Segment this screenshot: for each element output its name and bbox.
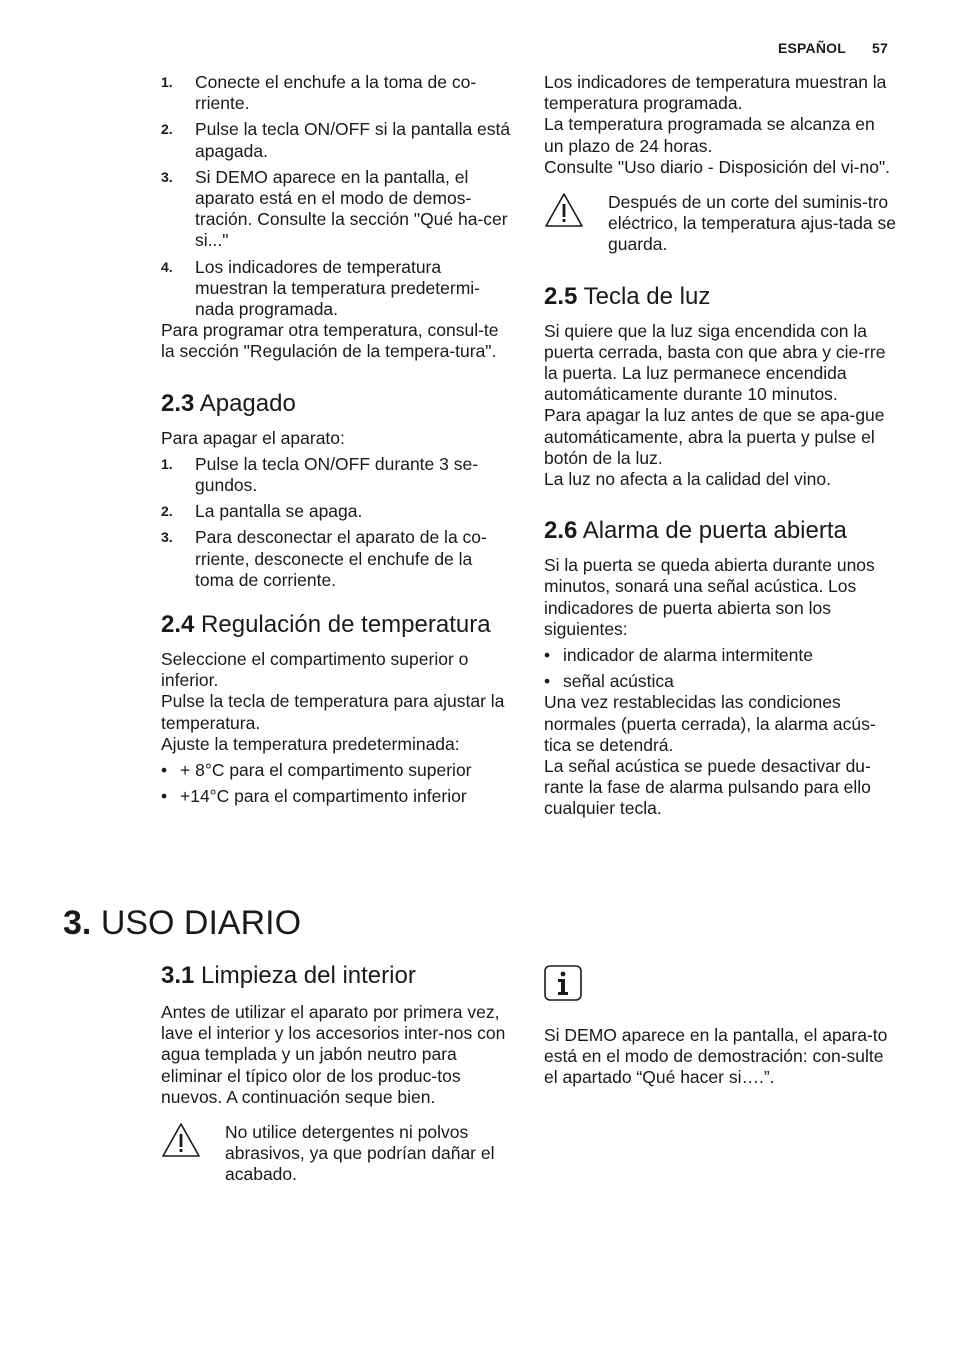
list-item: 3. Para desconectar el aparato de la co-rriente, desconecte el enchufe de la toma de corriente. <box>161 527 487 590</box>
left-column-lower <box>161 962 513 1186</box>
section-heading-2-4: 2.4 Regulación de temperatura <box>161 611 491 639</box>
page-number: 57 <box>872 40 888 56</box>
section-heading-2-5: 2.5 Tecla de luz <box>544 282 711 310</box>
steps-list-1 <box>161 72 513 320</box>
warning-triangle-icon <box>544 192 608 256</box>
paragraph: Si la puerta se queda abierta durante unos minutos, sonará una señal acústica. Los indicadores de puerta abierta son los siguientes: <box>544 555 875 639</box>
info-text: Si DEMO aparece en la pantalla, el apara-to está en el modo de demostración: con-sulte el apartado “Qué hacer si….”. <box>544 1025 888 1088</box>
paragraph: Consulte "Uso diario - Disposición del vi-no". <box>544 156 891 177</box>
section-heading-2-3: 2.3 Apagado <box>161 389 296 417</box>
paragraph: Una vez restablecidas las condiciones normales (puerta cerrada), la alarma acús-tica se detendrá. <box>544 692 876 755</box>
bullet-list <box>161 760 513 807</box>
paragraph: Antes de utilizar el aparato por primera vez, lave el interior y los accesorios inter-nos con agua templada y un jabón neutro para eliminar el típico olor de los produc-tos nuevos. A continuación seque bien. <box>161 1002 506 1107</box>
info-box <box>544 965 896 1089</box>
right-column <box>544 72 896 820</box>
paragraph: La temperatura programada se alcanza en un plazo de 24 horas. <box>544 114 875 156</box>
header-language: ESPAÑOL <box>777 40 847 56</box>
list-item: • + 8°C para el compartimento superior <box>161 760 513 781</box>
list-item: 4. Los indicadores de temperatura muestran la temperatura predetermi-nada programada. <box>161 256 480 320</box>
warning-box <box>161 1122 513 1186</box>
list-item: • indicador de alarma intermitente <box>544 645 896 666</box>
paragraph: La luz no afecta a la calidad del vino. <box>544 469 831 490</box>
warning-text: Después de un corte del suminis-tro eléctrico, la temperatura ajus-tada se guarda. <box>608 192 896 255</box>
list-item: 1. Conecte el enchufe a la toma de co-rriente. <box>161 72 477 114</box>
warning-triangle-icon <box>161 1122 225 1186</box>
list-item: • +14°C para el compartimento inferior <box>161 786 513 807</box>
info-icon <box>544 965 896 1006</box>
paragraph: Para apagar la luz antes de que se apa-gue automáticamente, abra la puerta y pulse el botón de la luz. <box>544 405 885 468</box>
list-item: 2. La pantalla se apaga. <box>161 501 363 522</box>
page-header <box>752 40 888 56</box>
paragraph: Seleccione el compartimento superior o inferior. <box>161 649 469 691</box>
paragraph: Si quiere que la luz siga encendida con la puerta cerrada, basta con que abra y cie-rre la puerta. La luz permanece encendida automáticamente durante 10 minutos. <box>544 320 886 405</box>
list-item: 1. Pulse la tecla ON/OFF durante 3 se-gundos. <box>161 453 479 496</box>
paragraph: Pulse la tecla de temperatura para ajustar la temperatura. <box>161 691 505 733</box>
list-item: 2. Pulse la tecla ON/OFF si la pantalla está apagada. <box>161 119 511 161</box>
paragraph: Ajuste la temperatura predeterminada: <box>161 733 460 754</box>
warning-box <box>544 192 896 256</box>
list-item: 3. Si DEMO aparece en la pantalla, el aparato está en el modo de demos-tración. Consulte la sección "Qué ha-cer si..." <box>161 166 508 251</box>
list-item: • señal acústica <box>544 671 896 692</box>
steps-list-2 <box>161 454 513 591</box>
paragraph: Para programar otra temperatura, consul-te la sección "Regulación de la tempera-tura". <box>161 320 499 362</box>
chapter-heading: 3. USO DIARIO <box>63 904 302 942</box>
paragraph: Los indicadores de temperatura muestran la temperatura programada. <box>544 72 887 114</box>
warning-text: No utilice detergentes ni polvos abrasivos, ya que podrían dañar el acabado. <box>225 1122 495 1185</box>
section-heading-3-1: 3.1 Limpieza del interior <box>161 962 416 989</box>
section-heading-2-6: 2.6 Alarma de puerta abierta <box>544 517 847 545</box>
left-column <box>161 72 513 812</box>
paragraph: La señal acústica se puede desactivar du-rante la fase de alarma pulsando para ello cualquier tecla. <box>544 756 871 819</box>
paragraph: Para apagar el aparato: <box>161 427 345 448</box>
bullet-list <box>544 645 896 692</box>
